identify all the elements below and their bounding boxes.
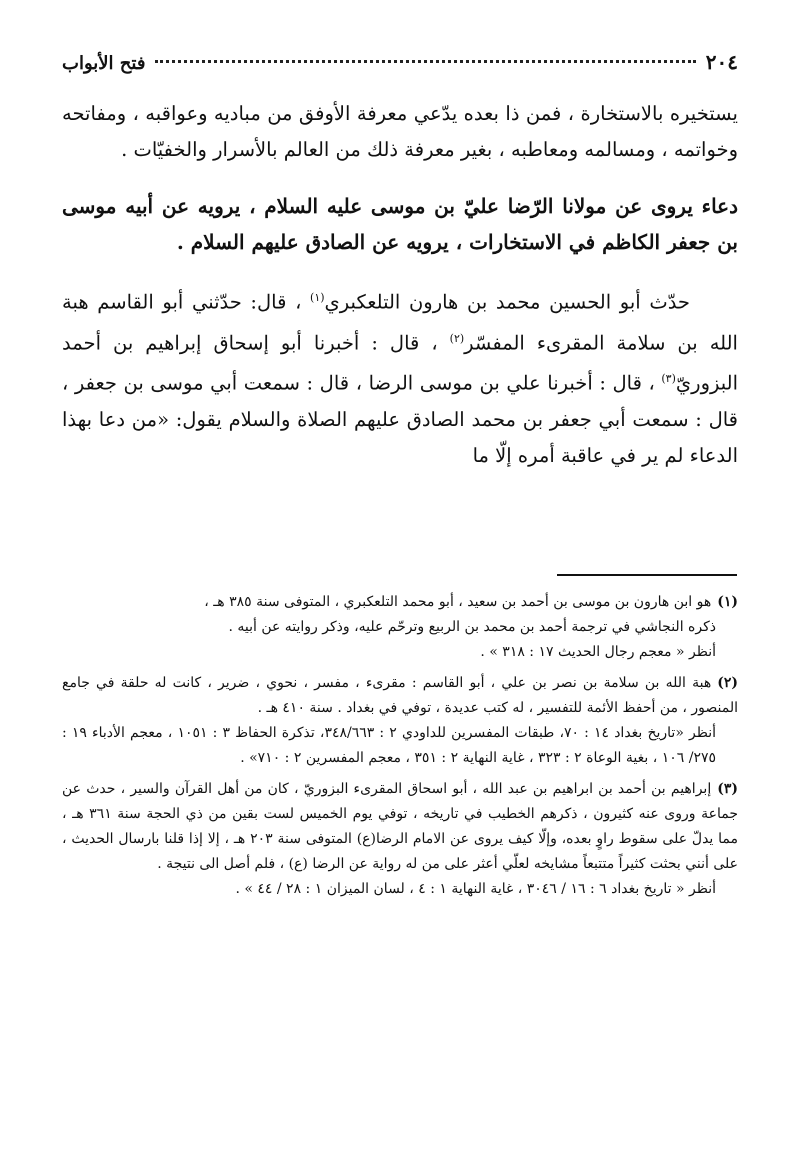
footnote-1-line-2: ذكره النجاشي في ترجمة أحمد بن محمد بن الربيع وترحّم عليه، وذكر روايته عن أبيه .	[228, 619, 716, 635]
book-title: فتح الأبواب	[62, 53, 146, 74]
page	[62, 50, 738, 474]
footnote-separator	[557, 574, 737, 576]
footnote-1-mark: (١)	[717, 594, 738, 610]
footnote-1	[62, 590, 738, 665]
footnote-3-line-1: إبراهيم بن أحمد بن ابراهيم بن عبد الله ، أبو اسحاق المقرىء البزوريّ ، كان من أهل القرآن والسير ، حدث عن جماعة وروى عنه كثيرون ، ذكرهم الخطيب في تاريخه ، توفي يوم الخميس لست بقين من ذي الحجة سنة ٣٦١ هـ ، مما يدلّ على سقوط راوٍ بعده، وإلّا كيف يروى عن الامام الرضا(ع) المتوفى سنة ٢٠٣ هـ ، إلا إذا قلنا بارسال الحديث ، على أنني بحثت كثيراً متتبعاً مشايخه لعلّي أعثر على من له رواية عن الرضا (ع) ، فلم أصل الى نتيجة .	[62, 781, 738, 872]
footnote-2-line-1: هبة الله بن سلامة بن نصر بن علي ، أبو القاسم : مقرىء ، مفسر ، نحوي ، ضرير ، كانت له حلقة في جامع المنصور ، من أحفظ الأئمة للتفسير ، له كتب عديدة ، توفي في بغداد . سنة ٤١٠ هـ .	[62, 675, 738, 716]
footnote-3	[62, 777, 738, 902]
body-paragraph	[62, 280, 738, 474]
footnote-ref-1: (١)	[310, 291, 325, 304]
footnote-3-line-2: أنظر « تاريخ بغداد ٦ : ١٦ / ٣٠٤٦ ، غاية النهاية ١ : ٤ ، لسان الميزان ١ : ٢٨ / ٤٤ » .	[235, 881, 716, 897]
footnote-2-mark: (٢)	[717, 675, 738, 691]
running-header	[62, 50, 738, 84]
page-number: ٢٠٤	[705, 50, 738, 74]
body-text-part-3: ، قال : أخبرنا أبو إسحاق إبراهيم بن أحمد البزوريّ	[62, 331, 738, 395]
footnote-1-line-1: هو ابن هارون بن موسى بن أحمد بن سعيد ، أبو محمد التلعكبري ، المتوفى سنة ٣٨٥ هـ ،	[204, 594, 712, 610]
footnote-1-line-3: أنظر « معجم رجال الحديث ١٧ : ٣١٨ » .	[480, 644, 716, 660]
section-heading: دعاء يروى عن مولانا الرّضا عليّ بن موسى عليه السلام ، يرويه عن أبيه موسى بن جعفر الكاظم في الاستخارات ، يرويه عن الصادق عليهم السلام .	[62, 194, 738, 254]
footnotes	[62, 590, 738, 908]
footnote-2-line-2: أنظر «تاريخ بغداد ١٤ : ٧٠، طبقات المفسرين للداودي ٢ : ٣٤٨/٦٦٣، تذكرة الحفاظ ٣ : ١٠٥١ ، معجم الأدباء ١٩ : ٢٧٥/ ١٠٦ ، بغية الوعاة ٢ : ٣٢٣ ، غاية النهاية ٢ : ٣٥١ ، معجم المفسرين ٢ : ٧١٠» .	[62, 725, 717, 766]
header-dot-leader	[155, 60, 695, 63]
footnote-3-mark: (٣)	[717, 781, 738, 797]
body-text-part-1: حدّث أبو الحسين محمد بن هارون التلعكبري	[324, 290, 690, 314]
intro-paragraph: يستخيره بالاستخارة ، فمن ذا بعده يدّعي معرفة الأوفق من مباديه وعواقبه ، ومفاتحه وخواتمه ، ومسالمه ومعاطبه ، بغير معرفة ذلك من العالم بالأسرار والخفيّات .	[62, 102, 738, 161]
footnote-2	[62, 671, 738, 771]
footnote-ref-2: (٢)	[449, 331, 465, 345]
body-text-part-2: ، قال: حدّثني أبو القاسم هبة الله بن سلامة المقرىء المفسّر	[62, 290, 738, 354]
body-text-part-4: ، قال : أخبرنا علي بن موسى الرضا ، قال : سمعت أبي موسى بن جعفر ، قال : سمعت أبي جعفر بن محمد الصادق عليهم الصلاة والسلام يقول: «من دعا بهذا الدعاء لم ير في عاقبة أمره إلّا ما	[62, 371, 738, 467]
footnote-ref-3: (٣)	[661, 372, 676, 385]
